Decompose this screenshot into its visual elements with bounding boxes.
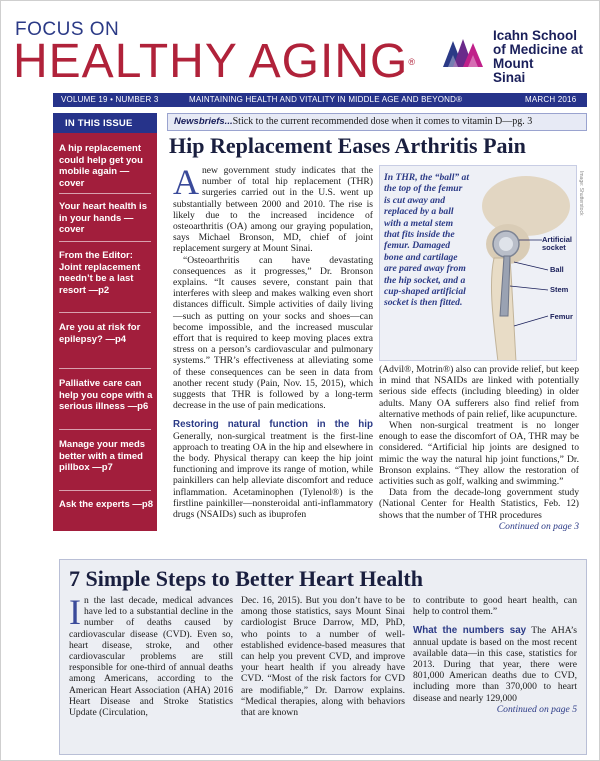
- second-article-column-3: to contribute to good heart health, can help to control them.” What the numbers say The AHA’s annual update is based on the most recent available data—in this case, statistics for 2013. During that year, there were 801,000 American deaths due to CVD, including more than 370,000 to heart disease and nearly 129,000 Continued on page 5: [413, 595, 577, 715]
- label-femur: Femur: [550, 312, 573, 321]
- section-subhead: What the numbers say: [413, 625, 527, 637]
- mount-sinai-logo-icon: [439, 33, 487, 69]
- hip-implant-graphic: [464, 166, 577, 361]
- continued-link[interactable]: Continued on page 3: [498, 520, 579, 532]
- toc-item[interactable]: Are you at risk for epilepsy? —p4: [59, 322, 141, 345]
- lead-article-column-2: (Advil®, Motrin®) also can provide relief, but keep in mind that NSAIDs are linked with potentially serious side effects (including bleeding) in older adults. Many OA sufferers also find relief from alternative methods of pain relief, like acupuncture. When non-surgical treatment is no longer enough to ease the discomfort of OA, THR may be considered. “Artificial hip joints are designed to mimic the way the natural hip joint functions,” Dr. Bronson explains. “They allow the restoration of activities such as golf, walking and swimming.” Data from the decade-long government study (National Center for Health Statistics, Feb. 12) shows that the number of THR procedures Continued on page 3: [379, 364, 579, 532]
- masthead-kicker: FOCUS ON: [15, 19, 120, 40]
- toc-item[interactable]: Manage your meds better with a timed pillbox —p7: [59, 439, 146, 473]
- toc-item[interactable]: Ask the experts —p8: [59, 499, 153, 510]
- label-artificial-socket: Artificial socket: [542, 235, 573, 252]
- toc-divider: [59, 312, 151, 313]
- issue-volume: VOLUME 19 • NUMBER 3: [61, 95, 159, 104]
- toc-item[interactable]: Your heart health is in your hands —cover: [59, 201, 147, 235]
- newsbriefs-text: Stick to the current recommended dose when it comes to vitamin D—pg. 3: [232, 116, 533, 127]
- toc-divider: [59, 429, 151, 430]
- lead-headline: Hip Replacement Eases Arthritis Pain: [169, 133, 526, 158]
- sidebar-heading: IN THIS ISSUE: [53, 113, 157, 133]
- issue-band: [53, 93, 587, 107]
- second-article-column-2: Dec. 16, 2015). But you don’t have to be among those statistics, says Mount Sinai cardiologist Bruce Darrow, MD, PhD, who points to a number of well-established evidence-based measures that can help you prevent CVD, and improve your heart health if you already have CVD. “Most of the risk factors for CVD are modifiable,” Dr. Darrow explains. “Medical therapies, along with behaviors that are known: [241, 595, 405, 719]
- toc-item[interactable]: Palliative care can help you cope with a serious illness —p6: [59, 378, 153, 412]
- label-stem: Stem: [550, 285, 569, 294]
- issue-tagline: MAINTAINING HEALTH AND VITALITY IN MIDDLE AGE AND BEYOND®: [189, 95, 463, 104]
- newsbriefs-bar[interactable]: [167, 113, 587, 131]
- second-article-column-1: In the last decade, medical advances have led to a substantial decline in the number of deaths caused by cardiovascular disease (CVD). Even so, heart disease, stroke, and other cardiovascular problems are still responsible for one-third of annual deaths among Americans, according to the American Heart Association (AHA) 2016 Heart Disease and Stroke Statistics Update (Circulation,: [69, 592, 233, 719]
- publication-title: HEALTHY AGING®: [13, 35, 416, 88]
- toc-divider: [59, 193, 151, 194]
- second-headline: 7 Simple Steps to Better Heart Health: [69, 566, 423, 591]
- figure-credit: Image: Shutterstock: [578, 171, 584, 216]
- dropcap: A: [173, 162, 199, 202]
- continued-link[interactable]: Continued on page 5: [496, 703, 577, 715]
- toc-item[interactable]: From the Editor: Joint replacement needn’t be a last resort —p2: [59, 250, 141, 296]
- toc-item[interactable]: A hip replacement could help get you mobile again —cover: [59, 143, 143, 189]
- toc-divider: [59, 368, 151, 369]
- section-subhead: Restoring natural function in the hip: [173, 419, 373, 431]
- hip-implant-illustration: [379, 165, 577, 361]
- figure-caption: In THR, the “ball” at the top of the femur is cut away and replaced by a ball with a metal stem that fits inside the femur. Damaged bone and cartilage are pared away from the hip socket, and a cup-shaped artificial socket is then fitted.: [384, 172, 470, 309]
- masthead: [15, 7, 587, 91]
- newsbriefs-label: Newsbriefs...: [174, 116, 233, 127]
- dropcap: I: [69, 592, 81, 632]
- label-ball: Ball: [550, 265, 564, 274]
- registered-mark: ®: [408, 57, 416, 67]
- toc-divider: [59, 490, 151, 491]
- lead-article-column-1: Anew government study indicates that the number of total hip replacement (THR) surgeries carried out in the U.S. went up substantially between 2000 and 2010. The rise is likely due to the increased incidence of osteoarthritis (OA) among our graying population, says Michael Bronson, MD, chief of joint replacement surgery at Mount Sinai. “Osteoarthritis can have devastating consequences as it progresses,” Dr. Bronson explains. “It causes severe, constant pain that interferes with sleep and makes walking even short distances difficult. Simple activities of daily living—such as putting on your socks and shoes—can become impossible, and the increased muscular effort that is required to keep moving places extra stress on a person’s cardiovascular and pulmonary systems.” THR’s effectiveness at alleviating some of these consequences can be seen in data from another recent study (Pain, Nov. 15, 2015), which suggests that THR is followed by a long-term decrease in the use of pain medications. Restoring natural function in the hip Generally, non-surgical treatment is the first-line approach to treating OA in the hip and elsewhere in the body. Physical therapy can keep the hip joint functioning and improve its range of motion, while painkillers can help alleviate discomfort and reduce inflammation. Acetaminophen (Tylenol®) is the firstline painkiller—nonsteroidal anti-inflammatory drugs (NSAIDs) such as ibuprofen: [173, 162, 373, 521]
- org-name: Icahn School of Medicine at Mount Sinai: [493, 28, 584, 85]
- toc-divider: [59, 241, 151, 242]
- issue-date: MARCH 2016: [525, 95, 577, 104]
